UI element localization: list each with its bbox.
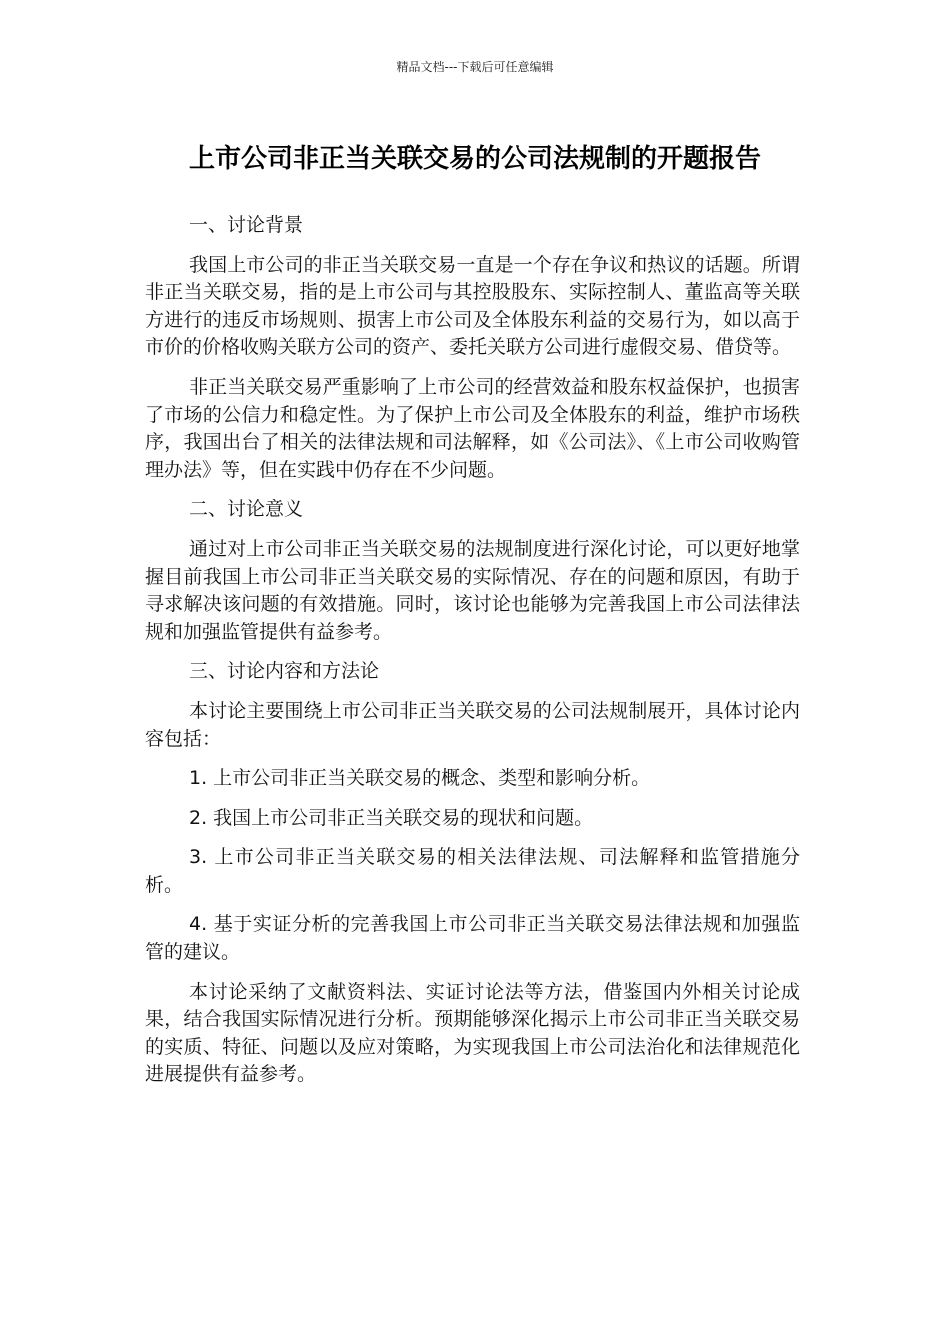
- paragraph: 本讨论主要围绕上市公司非正当关联交易的公司法规制展开，具体讨论内容包括：: [145, 699, 800, 750]
- section-significance: [145, 496, 800, 646]
- paragraph: 我国上市公司的非正当关联交易一直是一个存在争议和热议的话题。所谓非正当关联交易，指的是上市公司与其控股股东、实际控制人、董监高等关联方进行的违反市场规则、损害上市公司及全体股东利益的交易行为，如以高于市价的价格收购关联方公司的资产、委托关联方公司进行虚假交易、借贷等。: [145, 253, 800, 359]
- list-item: 4. 基于实证分析的完善我国上市公司非正当关联交易法律法规和加强监管的建议。: [145, 913, 800, 964]
- document-title: 上市公司非正当关联交易的公司法规制的开题报告: [188, 144, 761, 174]
- paragraph: 非正当关联交易严重影响了上市公司的经营效益和股东权益保护，也损害了市场的公信力和稳定性。为了保护上市公司及全体股东的利益，维护市场秩序，我国出台了相关的法律法规和司法解释，如《公司法》、《上市公司收购管理办法》等，但在实践中仍存在不少问题。: [145, 375, 800, 481]
- list-item: 1. 上市公司非正当关联交易的概念、类型和影响分析。: [189, 767, 651, 790]
- list-item: 2. 我国上市公司非正当关联交易的现状和问题。: [189, 806, 594, 829]
- section-content-methodology: [145, 658, 800, 1089]
- section-heading: 二、讨论意义: [189, 498, 304, 521]
- paragraph: 通过对上市公司非正当关联交易的法规制度进行深化讨论，可以更好地掌握目前我国上市公司非正当关联交易的实际情况、存在的问题和原因，有助于寻求解决该问题的有效措施。同时，该讨论也能够为完善我国上市公司法律法规和加强监管提供有益参考。: [145, 537, 800, 643]
- paragraph: 本讨论采纳了文献资料法、实证讨论法等方法，借鉴国内外相关讨论成果，结合我国实际情况进行分析。预期能够深化揭示上市公司非正当关联交易的实质、特征、问题以及应对策略，为实现我国上市公司法治化和法律规范化进展提供有益参考。: [145, 980, 800, 1086]
- list-item: 3. 上市公司非正当关联交易的相关法律法规、司法解释和监管措施分析。: [145, 846, 800, 896]
- document-body: [145, 212, 800, 1101]
- section-background: [145, 212, 800, 484]
- section-heading: 一、讨论背景: [189, 214, 304, 236]
- section-heading: 三、讨论内容和方法论: [189, 660, 380, 683]
- header-note: 精品文档---下载后可任意编辑: [396, 60, 554, 74]
